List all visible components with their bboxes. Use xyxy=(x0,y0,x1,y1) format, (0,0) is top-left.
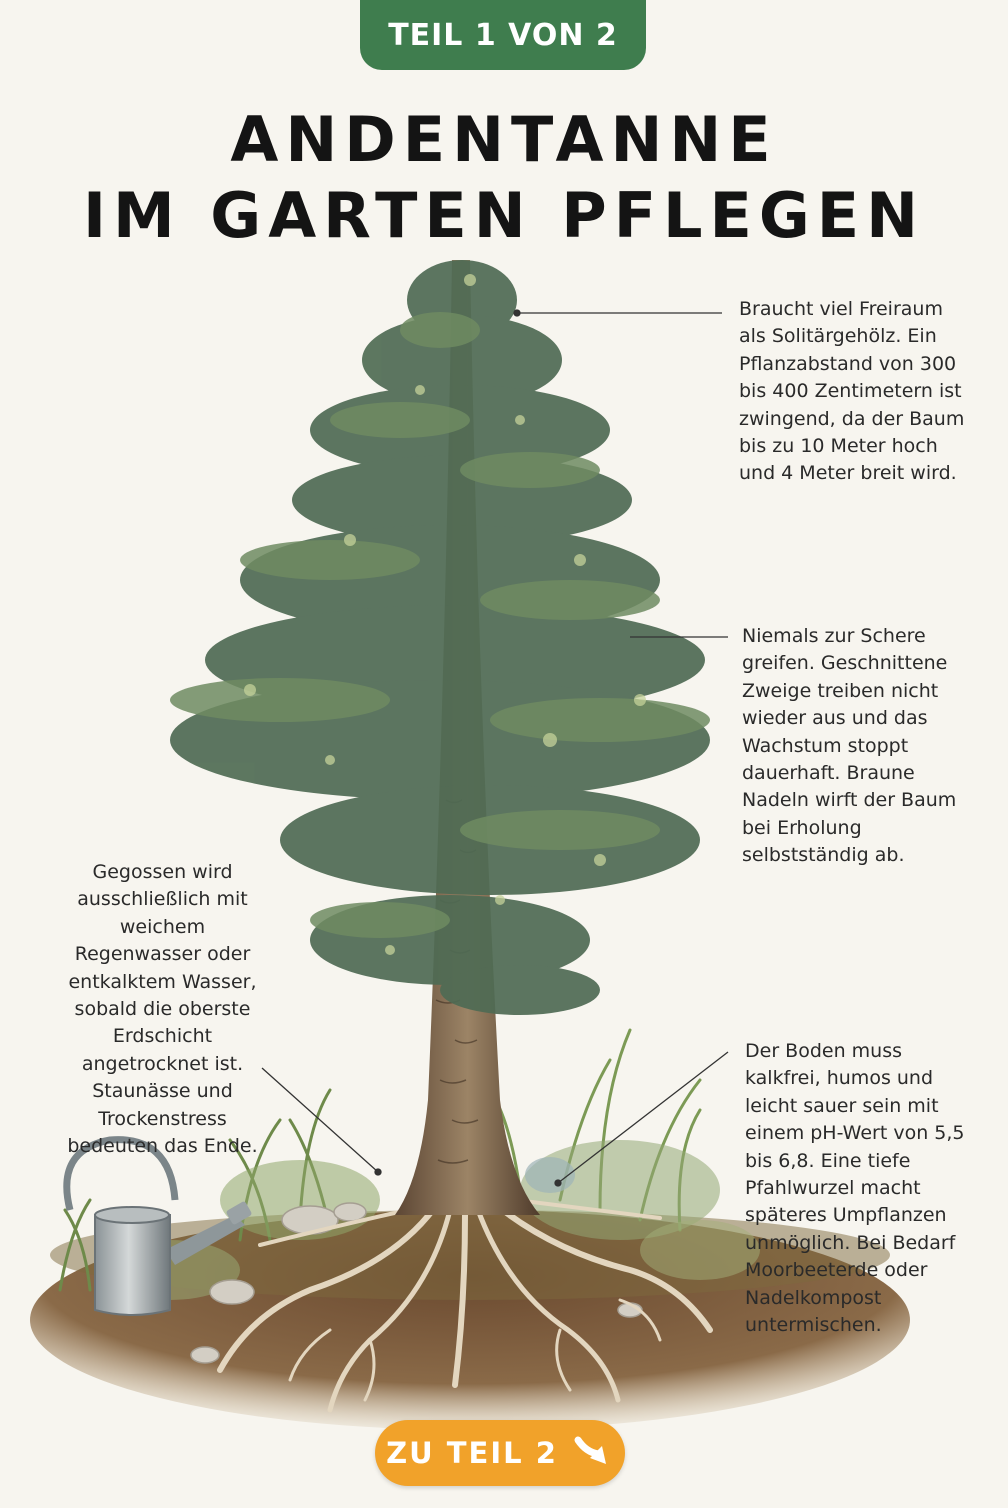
callout-watering: Gegossen wird ausschließlich mit weichem Regenwasser oder entkalktem Wasser, sobald die oberste Erdschicht angetrocknet ist. Staunässe und Trockenstress bedeuten das Ende. xyxy=(67,861,258,1158)
part-badge-label: TEIL 1 VON 2 xyxy=(388,17,618,53)
callout-space: Braucht viel Freiraum als Solitärgehölz. Ein Pflanzabstand von 300 bis 400 Zentimetern ist zwingend, da der Baum bis zu 10 Meter hoch und 4 Meter breit wird. xyxy=(739,298,965,485)
next-part-button[interactable] xyxy=(375,1420,625,1486)
next-part-button-label: ZU TEIL 2 xyxy=(386,1436,558,1470)
page-title-line1: ANDENTANNE xyxy=(230,103,778,176)
page-title-line2: IM GARTEN PFLEGEN xyxy=(82,179,926,252)
callout-soil: Der Boden muss kalkfrei, humos und leicht sauer sein mit einem pH-Wert von 5,5 bis 6,8. Eine tiefe Pfahlwurzel macht späteres Umpflanzen unmöglich. Bei Bedarf Moorbeeterde oder Nadelkompost untermischen. xyxy=(745,1040,965,1337)
page-title xyxy=(0,102,1008,254)
arrow-down-right-icon xyxy=(572,1432,614,1474)
part-badge xyxy=(360,0,646,70)
callout-pruning: Niemals zur Schere greifen. Geschnittene Zweige treiben nicht wieder aus und das Wachstum stoppt dauerhaft. Braune Nadeln wirft der Baum bei Erholung selbstständig ab. xyxy=(742,625,957,867)
